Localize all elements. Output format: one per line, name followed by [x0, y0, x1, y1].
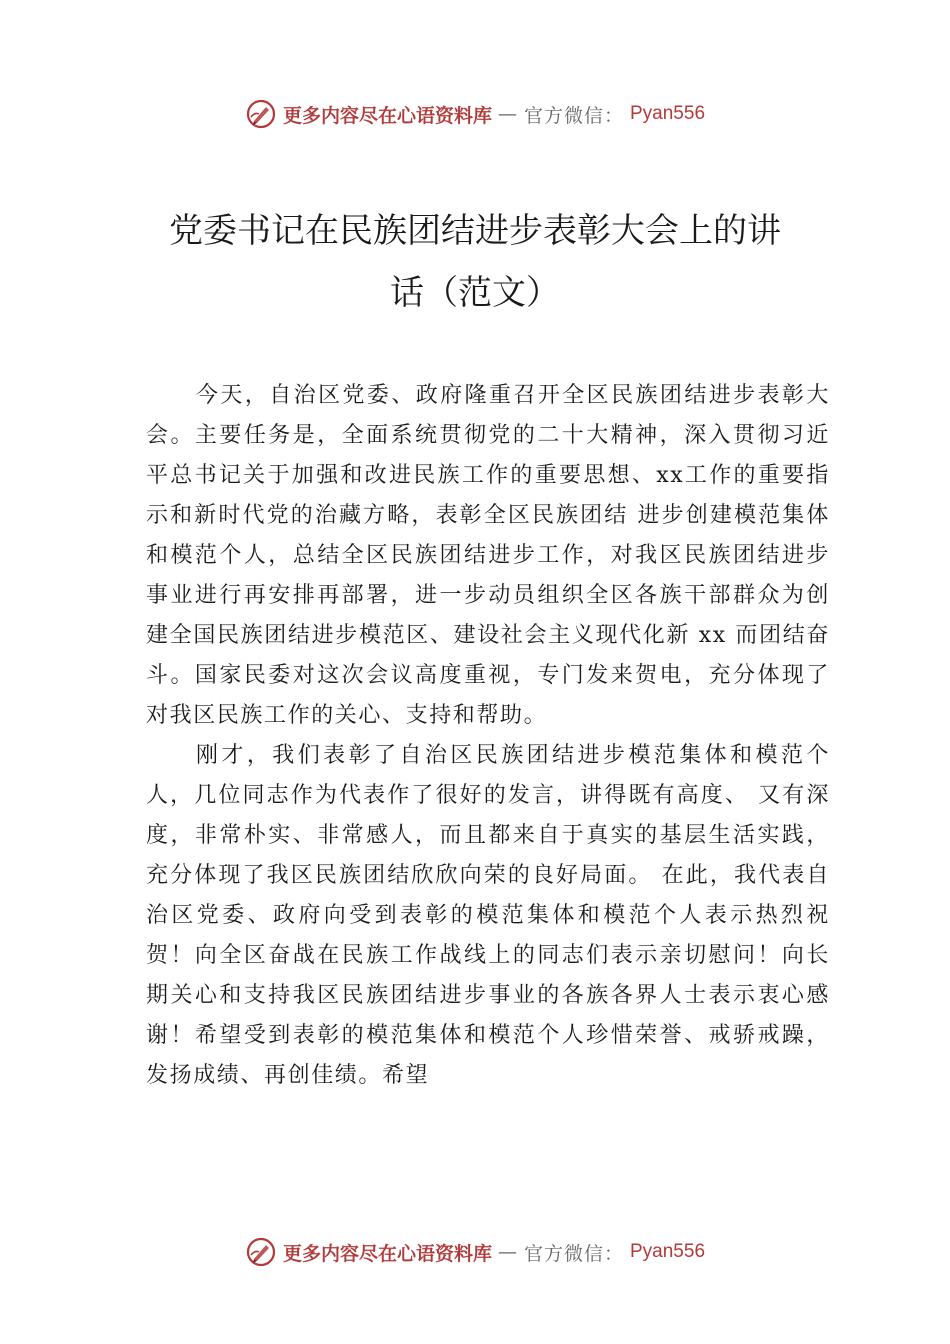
banner-dash: — [497, 1241, 518, 1263]
banner-wechat-id: Pyan556 [630, 103, 706, 124]
pen-logo-icon [245, 98, 277, 130]
document-title [120, 200, 830, 324]
banner-wechat-label: 官方微信： [523, 1242, 624, 1265]
document-body [146, 376, 830, 1096]
banner-wechat-id: Pyan556 [630, 1241, 706, 1262]
banner-brand-text: 更多内容尽在心语资料库 [282, 104, 492, 127]
pen-logo-icon [245, 1236, 277, 1268]
header-watermark-banner [0, 94, 950, 134]
title-line-2: 话（范文） [390, 273, 560, 313]
paragraph-2: 刚才，我们表彰了自治区民族团结进步模范集体和模范个人，几位同志作为代表作了很好的发言，讲得既有高度、 又有深度，非常朴实、非常感人，而且都来自于真实的基层生活实践，充分体现了我区民族团结欣欣向荣的良好局面。 在此，我代表自治区党委、政府向受到表彰的模范集体和模范个人表示热烈祝贺！向全区奋战在民族工作战线上的同志们表示亲切慰问！向长期关心和支持我区民族团结进步事业的各族各界人士表示衷心感谢！希望受到表彰的模范集体和模范个人珍惜荣誉、戒骄戒躁，发扬成绩、再创佳绩。希望 [146, 743, 830, 1088]
banner-dash: — [497, 103, 518, 125]
banner-brand-text: 更多内容尽在心语资料库 [282, 1242, 492, 1265]
footer-watermark-banner [0, 1232, 950, 1272]
paragraph-1: 今天，自治区党委、政府隆重召开全区民族团结进步表彰大会。主要任务是，全面系统贯彻党的二十大精神，深入贯彻习近平总书记关于加强和改进民族工作的重要思想、xx工作的重要指示和新时代党的治藏方略，表彰全区民族团结 进步创建模范集体和模范个人，总结全区民族团结进步工作，对我区民族团结进步事业进行再安排再部署，进一步动员组织全区各族干部群众为创建全国民族团结进步模范区、建设社会主义现代化新 xx 而团结奋斗。国家民委对这次会议高度重视，专门发来贺电，充分体现了对我区民族工作的关心、支持和帮助。 [146, 383, 830, 728]
title-line-1: 党委书记在民族团结进步表彰大会上的讲 [169, 211, 781, 251]
banner-wechat-label: 官方微信： [523, 104, 624, 127]
